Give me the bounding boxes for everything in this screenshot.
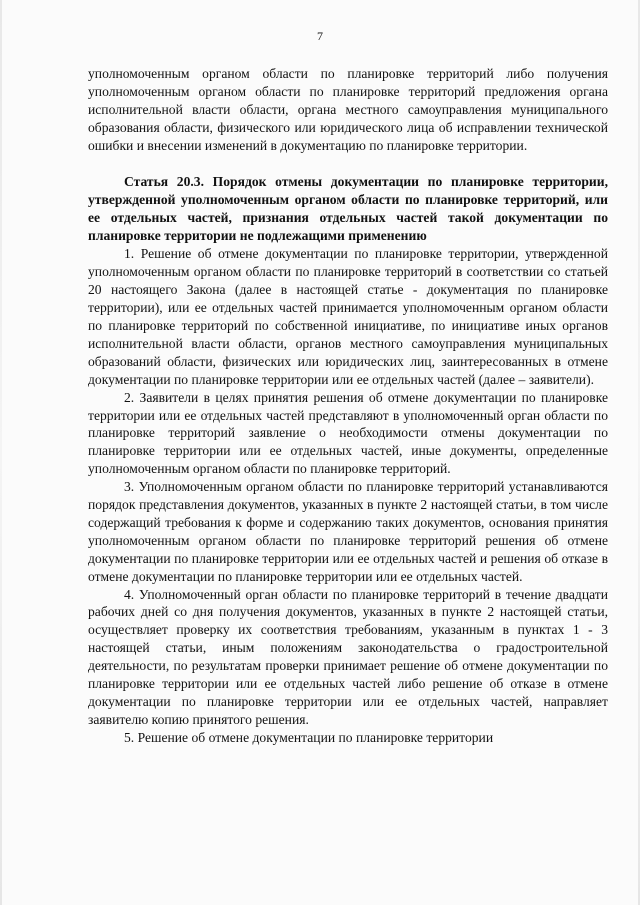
document-body xyxy=(88,65,608,747)
paragraph-4: 4. Уполномоченный орган области по планировке территорий в течение двадцати рабочих дней со дня получения документов, указанных в пункте 2 настоящей статьи, осуществляет проверку их соответствия требованиям, указанным в пунктах 1 - 3 настоящей статьи, иным положениям законодательства о градостроительной деятельности, по результатам проверки принимает решение об отмене документации по планировке территории или ее отдельных частей либо решение об отказе в отмене документации по планировке территории или ее отдельных частей, направляет заявителю копию принятого решения. xyxy=(88,586,608,727)
paragraph-intro: уполномоченным органом области по планировке территорий либо получения уполномоченным органом области по планировке территорий предложения органа исполнительной власти области, органа местного самоуправления муниципального образования области, физического или юридического лица об исправлении технической ошибки и внесении изменений в документацию по планировке территории. xyxy=(88,66,608,153)
scan-edge-left xyxy=(0,0,2,905)
paragraph-1: 1. Решение об отмене документации по планировке территории, утвержденной уполномоченным органом области по планировке территорий в соответствии со статьей 20 настоящего Закона (далее в настоящей статье - документация по планировке территории), или ее отдельных частей принимается уполномоченным органом области по планировке территорий по собственной инициативе, по инициативе иных органов исполнительной власти области, органов местного самоуправления муниципальных образований области, физических или юридических лиц, заинтересованных в отмене документации по планировке территории или ее отдельных частей (далее – заявители). xyxy=(88,246,608,387)
page-number: 7 xyxy=(317,29,323,43)
paragraph-2: 2. Заявители в целях принятия решения об отмене документации по планировке территории или ее отдельных частей представляют в уполномоченный орган области по планировке территорий заявление о необходимости отмены документации по планировке территории или ее отдельных частей, иные документы, определенные уполномоченным органом области по планировке территорий. xyxy=(88,389,608,477)
paragraph-3: 3. Уполномоченным органом области по планировке территорий устанавливаются порядок представления документов, указанных в пункте 2 настоящей статьи, в том числе содержащий требования к форме и содержанию таких документов, основания принятия уполномоченным органом области по планировке территорий решения об отмене документации по планировке территории или ее отдельных частей и решения об отказе в отмене документации по планировке территории или ее отдельных частей. xyxy=(88,479,608,584)
paragraph-5: 5. Решение об отмене документации по планировке территории xyxy=(124,729,494,745)
article-heading: Статья 20.3. Порядок отмены документации по планировке территории, утвержденной уполномоченным органом области по планировке территорий, или ее отдельных частей, признания отдельных частей такой документации по планировке территории не подлежащими применению xyxy=(88,173,608,244)
